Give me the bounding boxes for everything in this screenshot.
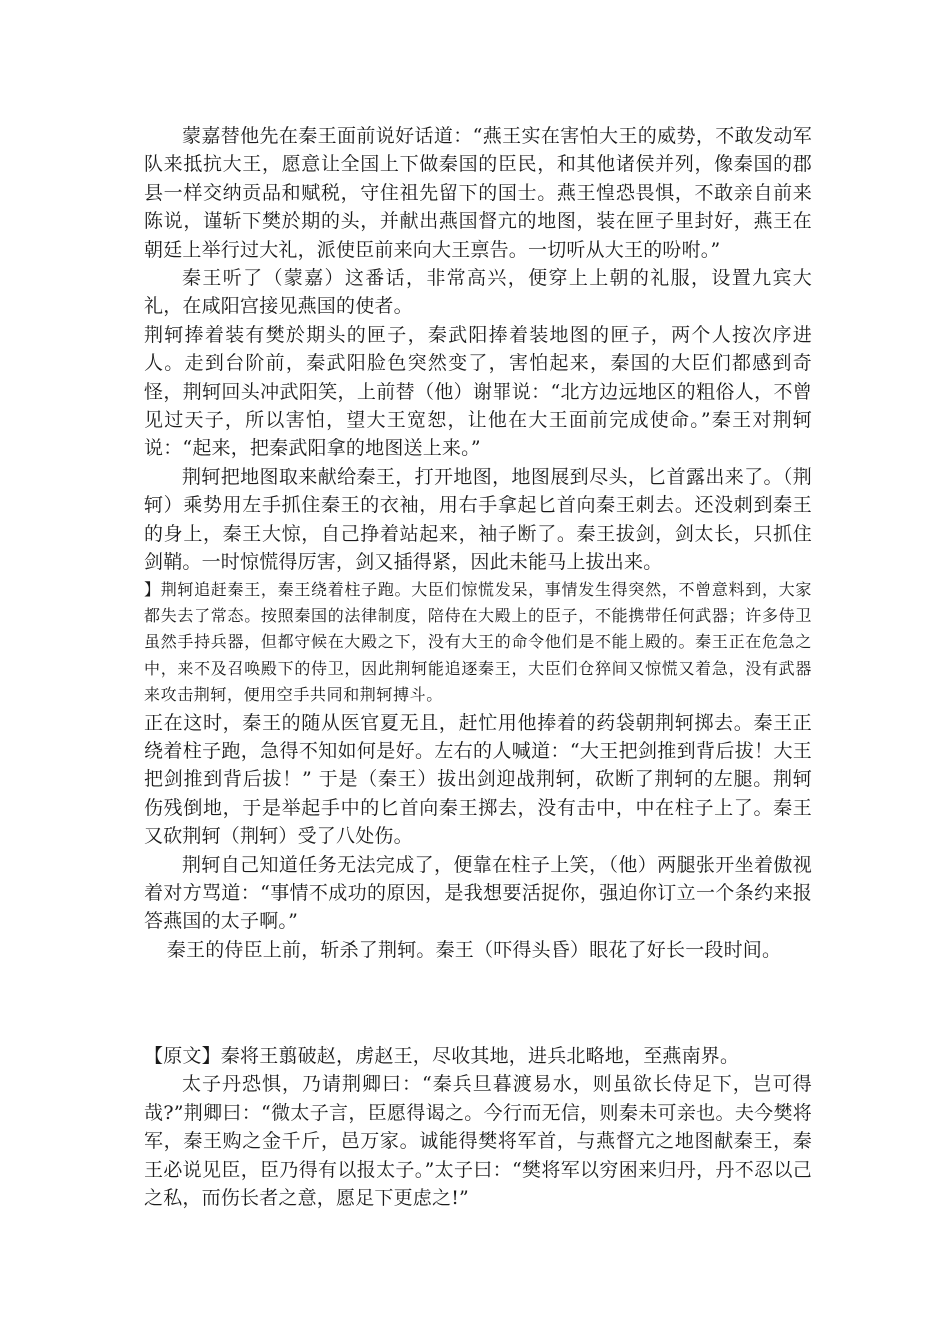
original-text-section xyxy=(144,1042,812,1212)
translation-section xyxy=(144,122,812,964)
paragraph-chase-around-pillar: 】荆轲追赶秦王，秦王绕着柱子跑。大臣们惊慌发呆，事情发生得突然，不曾意料到，大家都失去了常态。按照秦国的法律制度，陪侍在大殿上的臣子，不能携带任何武器；许多侍卫虽然手持兵器，但都守候在大殿之下，没有大王的命令他们是不能上殿的。秦王正在危急之中，来不及召唤殿下的侍卫，因此荆轲能追逐秦王，大臣们仓猝间又惊慌又着急，没有武器来攻击荆轲，便用空手共同和荆轲搏斗。 xyxy=(144,579,812,705)
paragraph-jingke-slain: 秦王的侍臣上前，斩杀了荆轲。秦王（吓得头昏）眼花了好长一段时间。 xyxy=(166,938,782,961)
paragraph-king-receives-envoy: 秦王听了（蒙嘉）这番话，非常高兴，便穿上上朝的礼服，设置九宾大礼，在咸阳宫接见燕国的使者。 xyxy=(144,267,812,318)
paragraph-jingke-enters: 荆轲捧着装有樊於期头的匣子，秦武阳捧着装地图的匣子，两个人按次序进人。走到台阶前，秦武阳脸色突然变了，害怕起来，秦国的大臣们都感到奇怪，荆轲回头冲武阳笑，上前替（他）谢罪说：“北方边远地区的粗俗人，不曾见过天子，所以害怕，望大王宽恕，让他在大王面前完成使命。”秦王对荆轲说：“起来，把秦武阳拿的地图送上来。” xyxy=(144,323,812,460)
paragraph-jingke-laughs: 荆轲自己知道任务无法完成了，便靠在柱子上笑，（他）两腿张开坐着傲视着对方骂道：“事情不成功的原因，是我想要活捉你，强迫你订立一个条约来报答燕国的太子啊。” xyxy=(144,853,812,933)
paragraph-map-unrolled: 荆轲把地图取来献给秦王，打开地图，地图展到尽头，匕首露出来了。（荆轲）乘势用左手抓住秦王的衣袖，用右手拿起匕首向秦王刺去。还没刺到秦王的身上，秦王大惊，自己挣着站起来，袖子断了。秦王拔剑，剑太长，只抓住剑鞘。一时惊慌得厉害，剑又插得紧，因此未能马上拔出来。 xyxy=(144,465,812,574)
paragraph-original-crown-prince: 太子丹恐惧，乃请荆卿曰：“秦兵旦暮渡易水，则虽欲长侍足下，岂可得哉?”荆卿曰：“微太子言，臣愿得谒之。今行而无信，则秦未可亲也。夫今樊将军，秦王购之金千斤，邑万家。诚能得樊将军首，与燕督亢之地图献秦王，秦王必说见臣，臣乃得有以报太子。”太子曰：“樊将军以穷困来归丹，丹不忍以己之私，而伤长者之意，愿足下更虑之!” xyxy=(144,1073,812,1210)
paragraph-original-heading: 【原文】秦将王翦破赵，虏赵王，尽收其地，进兵北略地，至燕南界。 xyxy=(144,1045,740,1067)
paragraph-physician-throws-bag: 正在这时，秦王的随从医官夏无且，赶忙用他捧着的药袋朝荆轲掷去。秦王正绕着柱子跑，急得不知如何是好。左右的人喊道：“大王把剑推到背后拔！大王把剑推到背后拔！” 于是（秦王）拔出剑迎战荆轲，砍断了荆轲的左腿。荆轲伤残倒地，于是举起手中的匕首向秦王掷去，没有击中，中在柱子上了。秦王又砍荆轲（荆轲）受了八处伤。 xyxy=(144,711,812,848)
paragraph-mengjia-speech: 蒙嘉替他先在秦王面前说好话道：“燕王实在害怕大王的威势，不敢发动军队来抵抗大王，愿意让全国上下做秦国的臣民，和其他诸侯并列，像秦国的郡县一样交纳贡品和赋税，守住祖先留下的国士。燕王惶恐畏惧，不敢亲自前来陈说，谨斩下樊於期的头，并献出燕国督亢的地图，装在匣子里封好，燕王在朝廷上举行过大礼，派使臣前来向大王禀告。一切听从大王的吩咐。” xyxy=(144,125,812,261)
